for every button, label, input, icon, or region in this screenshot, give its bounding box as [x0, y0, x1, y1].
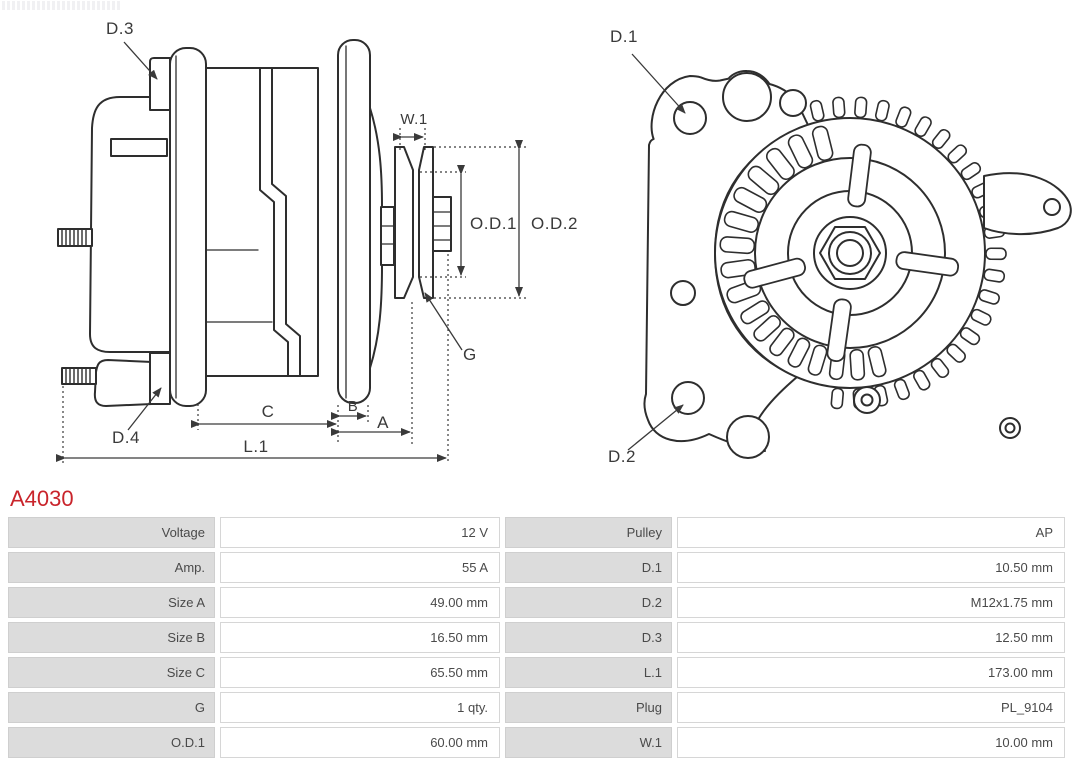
spec-label-cell: Size A: [8, 587, 215, 618]
label-b: B: [347, 398, 359, 415]
spec-label-cell: Size B: [8, 622, 215, 653]
spec-label-cell: D.2: [505, 587, 672, 618]
spec-label-cell: Pulley: [505, 517, 672, 548]
label-d1: D.1: [610, 27, 638, 46]
label-c: C: [261, 402, 275, 421]
label-d4: D.4: [112, 428, 140, 447]
label-w1: W.1: [400, 111, 428, 128]
label-l1: L.1: [243, 437, 269, 456]
spec-label-cell: O.D.1: [8, 727, 215, 758]
spec-value-cell: 1 qty.: [220, 692, 500, 723]
spec-label-cell: D.1: [505, 552, 672, 583]
spec-value-cell: 65.50 mm: [220, 657, 500, 688]
alternator-front-view-diagram: [560, 0, 1080, 480]
spec-label-cell: D.3: [505, 622, 672, 653]
spec-label-cell: G: [8, 692, 215, 723]
alternator-side-view-diagram: [0, 0, 580, 480]
spec-value-cell: 55 A: [220, 552, 500, 583]
spec-value-cell: 12 V: [220, 517, 500, 548]
spec-value-cell: 60.00 mm: [220, 727, 500, 758]
label-od2: O.D.2: [531, 214, 578, 233]
spec-value-cell: 173.00 mm: [677, 657, 1065, 688]
spec-label-cell: Size C: [8, 657, 215, 688]
spec-table: [8, 517, 1065, 758]
spec-label-cell: W.1: [505, 727, 672, 758]
spec-value-cell: 12.50 mm: [677, 622, 1065, 653]
label-od1: O.D.1: [470, 214, 517, 233]
spec-value-cell: M12x1.75 mm: [677, 587, 1065, 618]
spec-label-cell: Voltage: [8, 517, 215, 548]
part-number: A4030: [10, 486, 74, 511]
spec-value-cell: PL_9104: [677, 692, 1065, 723]
spec-value-cell: 10.50 mm: [677, 552, 1065, 583]
spec-value-cell: 10.00 mm: [677, 727, 1065, 758]
spec-label-cell: L.1: [505, 657, 672, 688]
label-d2: D.2: [608, 447, 636, 466]
spec-value-cell: AP: [677, 517, 1065, 548]
label-g: G: [463, 345, 477, 364]
label-d3: D.3: [106, 19, 134, 38]
side-view-drawing: [58, 40, 451, 406]
label-a: A: [377, 413, 389, 432]
front-view-drawing: [644, 71, 1070, 458]
spec-label-cell: Plug: [505, 692, 672, 723]
spec-value-cell: 49.00 mm: [220, 587, 500, 618]
spec-label-cell: Amp.: [8, 552, 215, 583]
spec-value-cell: 16.50 mm: [220, 622, 500, 653]
